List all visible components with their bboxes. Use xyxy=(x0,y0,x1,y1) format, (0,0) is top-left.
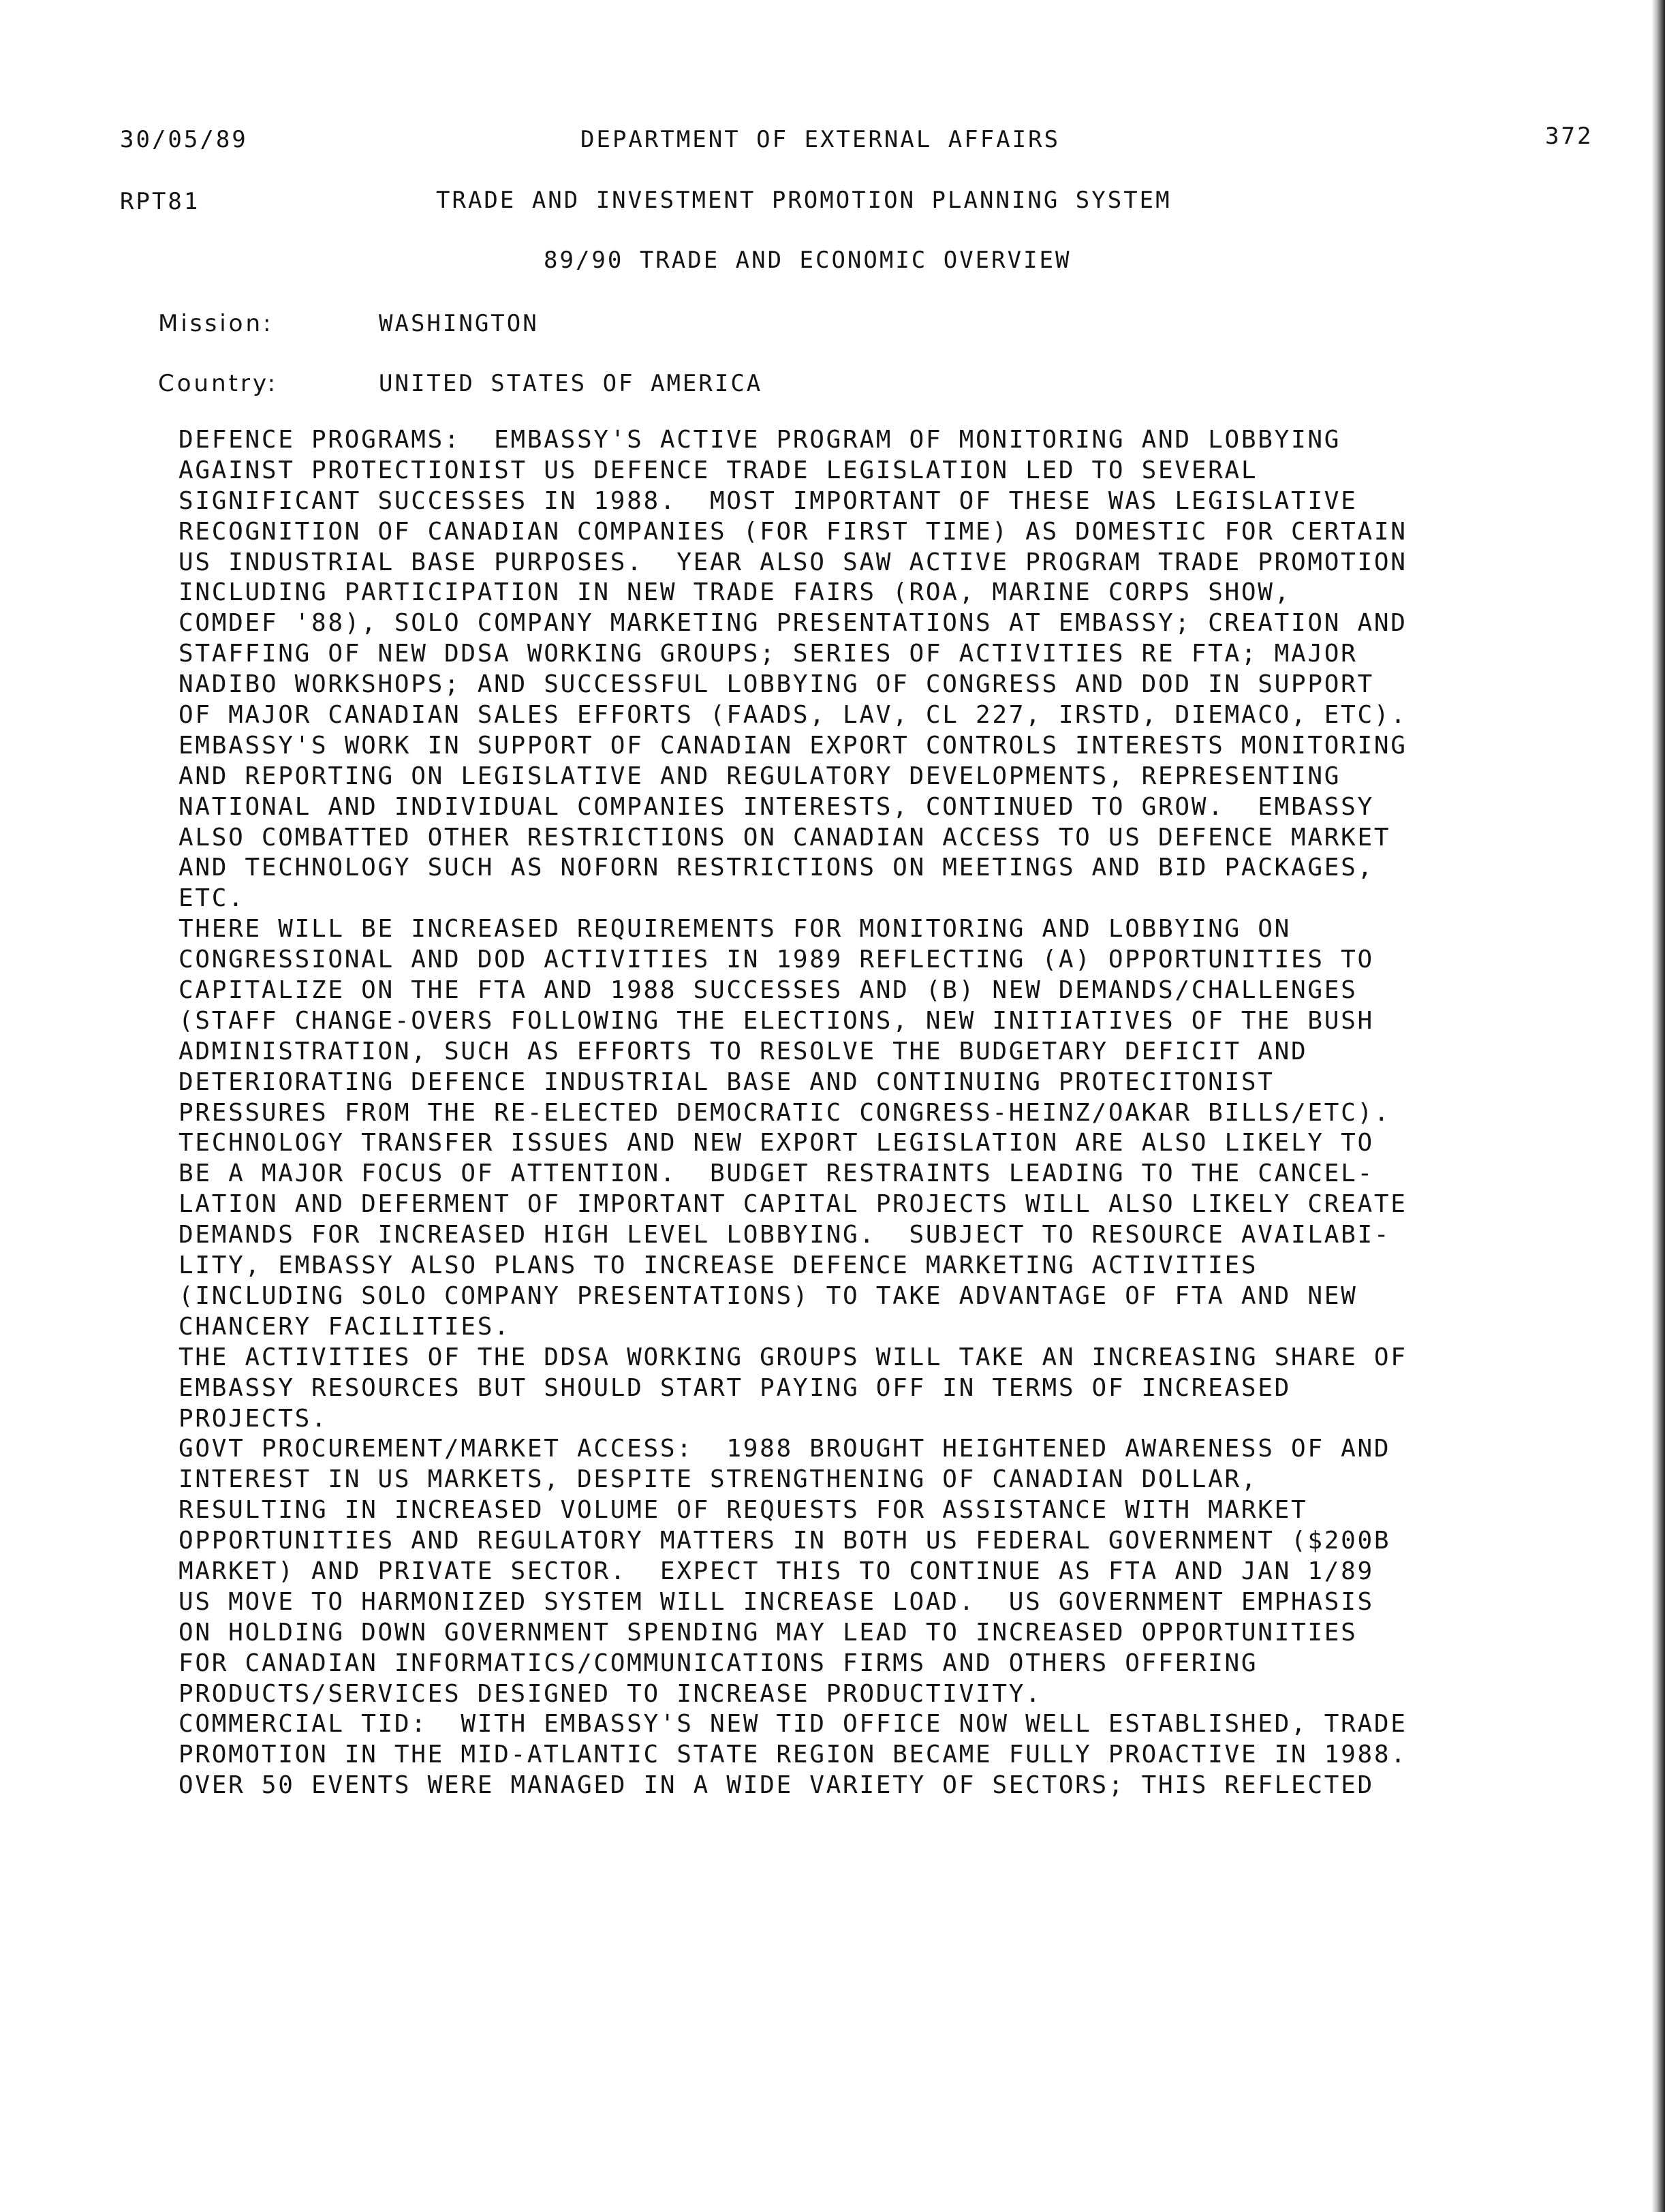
body-line: DETERIORATING DEFENCE INDUSTRIAL BASE AND CONTINUING PROTECITONIST xyxy=(178,1068,1275,1096)
body-line: NADIBO WORKSHOPS; AND SUCCESSFUL LOBBYING OF CONGRESS AND DOD IN SUPPORT xyxy=(178,670,1374,699)
body-line: (INCLUDING SOLO COMPANY PRESENTATIONS) TO TAKE ADVANTAGE OF FTA AND NEW xyxy=(178,1281,1358,1310)
body-line: ADMINISTRATION, SUCH AS EFFORTS TO RESOLVE THE BUDGETARY DEFICIT AND xyxy=(178,1037,1308,1065)
country-row xyxy=(158,370,762,397)
body-line: (STAFF CHANGE-OVERS FOLLOWING THE ELECTIONS, NEW INITIATIVES OF THE BUSH xyxy=(178,1006,1374,1035)
scan-binding-edge xyxy=(1651,0,1665,2212)
body-line: STAFFING OF NEW DDSA WORKING GROUPS; SERIES OF ACTIVITIES RE FTA; MAJOR xyxy=(178,640,1358,668)
body-line: AND TECHNOLOGY SUCH AS NOFORN RESTRICTIONS ON MEETINGS AND BID PACKAGES, xyxy=(178,854,1374,882)
body-line: OPPORTUNITIES AND REGULATORY MATTERS IN BOTH US FEDERAL GOVERNMENT ($200B xyxy=(178,1527,1391,1555)
body-line: THERE WILL BE INCREASED REQUIREMENTS FOR MONITORING AND LOBBYING ON xyxy=(178,915,1292,944)
body-line: INTEREST IN US MARKETS, DESPITE STRENGTHENING OF CANADIAN DOLLAR, xyxy=(178,1465,1258,1494)
body-line: GOVT PROCUREMENT/MARKET ACCESS: 1988 BROUGHT HEIGHTENED AWARENESS OF AND xyxy=(178,1435,1391,1463)
body-line: MARKET) AND PRIVATE SECTOR. EXPECT THIS TO CONTINUE AS FTA AND JAN 1/89 xyxy=(178,1557,1374,1585)
body-line: THE ACTIVITIES OF THE DDSA WORKING GROUPS WILL TAKE AN INCREASING SHARE OF xyxy=(178,1343,1407,1371)
mission-row xyxy=(158,310,539,337)
body-line: PRESSURES FROM THE RE-ELECTED DEMOCRATIC CONGRESS-HEINZ/OAKAR BILLS/ETC). xyxy=(178,1098,1391,1127)
body-line: EMBASSY RESOURCES BUT SHOULD START PAYING OFF IN TERMS OF INCREASED xyxy=(178,1373,1292,1402)
page-number: 372 xyxy=(1545,123,1593,150)
body-line: OF MAJOR CANADIAN SALES EFFORTS (FAADS, LAV, CL 227, IRSTD, DIEMACO, ETC). xyxy=(178,701,1407,730)
body-line: CHANCERY FACILITIES. xyxy=(178,1312,511,1341)
body-line: NATIONAL AND INDIVIDUAL COMPANIES INTERESTS, CONTINUED TO GROW. EMBASSY xyxy=(178,792,1374,821)
body-line: DEFENCE PROGRAMS: EMBASSY'S ACTIVE PROGRAM OF MONITORING AND LOBBYING xyxy=(178,426,1341,454)
body-line: PROJECTS. xyxy=(178,1404,328,1433)
body-line: US MOVE TO HARMONIZED SYSTEM WILL INCREASE LOAD. US GOVERNMENT EMPHASIS xyxy=(178,1587,1374,1616)
body-line: DEMANDS FOR INCREASED HIGH LEVEL LOBBYING. SUBJECT TO RESOURCE AVAILABI- xyxy=(178,1221,1391,1249)
overview-title: 89/90 TRADE AND ECONOMIC OVERVIEW xyxy=(544,247,1072,274)
body-line: ETC. xyxy=(178,884,245,913)
body-line: US INDUSTRIAL BASE PURPOSES. YEAR ALSO SAW ACTIVE PROGRAM TRADE PROMOTION xyxy=(178,548,1407,576)
body-line: FOR CANADIAN INFORMATICS/COMMUNICATIONS FIRMS AND OTHERS OFFERING xyxy=(178,1649,1258,1677)
body-line: RECOGNITION OF CANADIAN COMPANIES (FOR FIRST TIME) AS DOMESTIC FOR CERTAIN xyxy=(178,517,1407,546)
body-line: COMMERCIAL TID: WITH EMBASSY'S NEW TID OFFICE NOW WELL ESTABLISHED, TRADE xyxy=(178,1710,1407,1739)
report-date: 30/05/89 xyxy=(120,126,248,153)
body-line: LITY, EMBASSY ALSO PLANS TO INCREASE DEFENCE MARKETING ACTIVITIES xyxy=(178,1251,1258,1280)
body-line xyxy=(178,1801,1636,1832)
body-line: TECHNOLOGY TRANSFER ISSUES AND NEW EXPORT LEGISLATION ARE ALSO LIKELY TO xyxy=(178,1129,1374,1157)
body-line: AND REPORTING ON LEGISLATIVE AND REGULATORY DEVELOPMENTS, REPRESENTING xyxy=(178,762,1341,790)
body-line: ON HOLDING DOWN GOVERNMENT SPENDING MAY LEAD TO INCREASED OPPORTUNITIES xyxy=(178,1618,1358,1647)
body-line: LATION AND DEFERMENT OF IMPORTANT CAPITAL PROJECTS WILL ALSO LIKELY CREATE xyxy=(178,1190,1407,1219)
body-line: OVER 50 EVENTS WERE MANAGED IN A WIDE VARIETY OF SECTORS; THIS REFLECTED xyxy=(178,1771,1374,1800)
body-line: ALSO COMBATTED OTHER RESTRICTIONS ON CANADIAN ACCESS TO US DEFENCE MARKET xyxy=(178,823,1391,852)
country-label: Country: xyxy=(158,370,279,397)
body-line: SIGNIFICANT SUCCESSES IN 1988. MOST IMPORTANT OF THESE WAS LEGISLATIVE xyxy=(178,486,1358,515)
body-line: EMBASSY'S WORK IN SUPPORT OF CANADIAN EXPORT CONTROLS INTERESTS MONITORING xyxy=(178,731,1407,760)
system-title: TRADE AND INVESTMENT PROMOTION PLANNING SYSTEM xyxy=(436,187,1172,214)
body-line: CONGRESSIONAL AND DOD ACTIVITIES IN 1989 REFLECTING (A) OPPORTUNITIES TO xyxy=(178,946,1374,974)
body-line: BE A MAJOR FOCUS OF ATTENTION. BUDGET RESTRAINTS LEADING TO THE CANCEL- xyxy=(178,1159,1374,1188)
country-value: UNITED STATES OF AMERICA xyxy=(379,370,763,397)
body-line: INCLUDING PARTICIPATION IN NEW TRADE FAIRS (ROA, MARINE CORPS SHOW, xyxy=(178,578,1292,607)
mission-value: WASHINGTON xyxy=(379,310,539,337)
overview-body-text xyxy=(178,425,1636,1832)
department-name: DEPARTMENT OF EXTERNAL AFFAIRS xyxy=(580,126,1061,153)
mission-label: Mission: xyxy=(158,310,274,337)
body-line: COMDEF '88), SOLO COMPANY MARKETING PRESENTATIONS AT EMBASSY; CREATION AND xyxy=(178,609,1407,638)
body-line: PRODUCTS/SERVICES DESIGNED TO INCREASE PRODUCTIVITY. xyxy=(178,1679,1042,1708)
body-line: RESULTING IN INCREASED VOLUME OF REQUESTS FOR ASSISTANCE WITH MARKET xyxy=(178,1496,1308,1525)
body-line: AGAINST PROTECTIONIST US DEFENCE TRADE LEGISLATION LED TO SEVERAL xyxy=(178,456,1258,484)
report-code: RPT81 xyxy=(120,188,200,215)
body-line: CAPITALIZE ON THE FTA AND 1988 SUCCESSES AND (B) NEW DEMANDS/CHALLENGES xyxy=(178,976,1358,1005)
body-line: PROMOTION IN THE MID-ATLANTIC STATE REGION BECAME FULLY PROACTIVE IN 1988. xyxy=(178,1741,1407,1769)
